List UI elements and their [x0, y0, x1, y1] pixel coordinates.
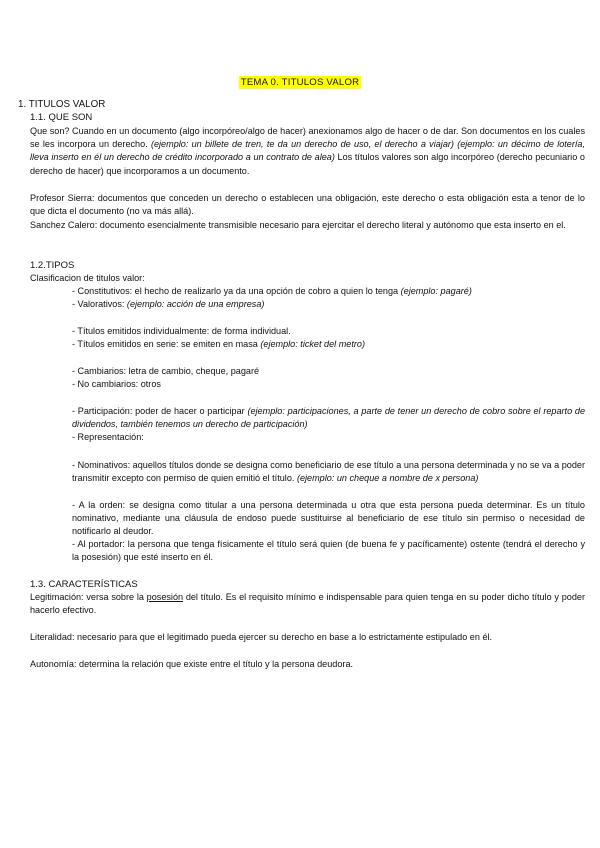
legitimacion-text: Legitimación: versa sobre la — [30, 592, 147, 602]
titulos-valores-definition: Los títulos valores son algo incorpóreo (derecho pecuniario o derecho de hacer) que incorporamos a un documento. — [30, 152, 585, 176]
posesion-underlined: posesión — [146, 592, 184, 602]
item-emitidos-individualmente: - Títulos emitidos individualmente: de forma individual. — [72, 326, 291, 336]
item-nominativos — [72, 459, 585, 485]
paragraph-sanchez-calero: Sanchez Calero: documento esencialmente transmisible necesario para ejercitar el derecho literal y autónomo que esta inserto en el. — [30, 220, 566, 230]
item-participacion — [72, 405, 585, 431]
constitutivos-text: - Constitutivos: el hecho de realizarlo ya da una opción de cobro a quien lo tenga — [72, 286, 401, 296]
paragraph-legitimacion — [30, 591, 585, 617]
valorativos-text: - Valorativos: — [72, 299, 127, 309]
subsection-heading-tipos: 1.2.TIPOS — [30, 260, 75, 271]
title-row — [0, 72, 600, 90]
item-representacion: - Representación: — [72, 432, 144, 442]
document-title: TEMA 0. TITULOS VALOR — [240, 77, 360, 88]
nominativos-text: - Nominativos: aquellos títulos donde se designa como beneficiario de ese título a una persona determinada y no se va a poder transmitir excepto con permiso de quien emitió el título. — [72, 460, 585, 484]
subsection-heading-caracteristicas: 1.3. CARACTERÍSTICAS — [30, 579, 138, 590]
clasificacion-intro: Clasificacion de titulos valor: — [30, 273, 145, 283]
example-billete-tren: (ejemplo: un billete de tren, te da un derecho de uso, el derecho a viajar) — [150, 139, 454, 150]
item-emitidos-serie — [72, 338, 365, 351]
item-no-cambiarios: - No cambiarios: otros — [72, 379, 161, 389]
paragraph-profesor-sierra: Profesor Sierra: documentos que conceden un derecho o establecen una obligación, este derecho o esta obligación esta a tenor de lo que dicta el documento (no va más allá). — [30, 193, 585, 217]
example-cheque-nombre: (ejemplo: un cheque a nombre de x persona) — [296, 473, 479, 484]
item-al-portador: - Al portador: la persona que tenga físicamente el título será quien (de buena fe y pacíficamente) ostente (tendrá el derecho y la posesión) que esté inserto en él. — [72, 539, 585, 563]
example-accion-empresa: (ejemplo: acción de una empresa) — [126, 299, 265, 309]
item-valorativos — [72, 298, 264, 311]
participacion-text: - Participación: poder de hacer o participar — [72, 406, 248, 416]
que-son-text: Que son? Cuando en un documento (algo incorpóreo/algo de hacer) anexionamos algo de hacer o de dar. Son documentos en los cuales se les incorpora un derecho. — [30, 126, 585, 150]
paragraph-autonomia: Autonomía: determina la relación que existe entre el título y la persona deudora. — [30, 659, 354, 669]
item-cambiarios: - Cambiarios: letra de cambio, cheque, pagaré — [72, 366, 260, 376]
paragraph-que-son — [30, 125, 585, 178]
item-constitutivos — [72, 285, 472, 298]
section-heading-titulos-valor: 1. TITULOS VALOR — [18, 99, 106, 110]
item-a-la-orden: - A la orden: se designa como titular a una persona determinada u otra que esta persona pueda determinar. Es un título nominativo, mediante una cláusula de endoso puede sustituirse al beneficiario de ese título sin permiso o necesidad de notificarlo al deudor. — [72, 500, 585, 537]
legitimacion-text-cont: del título. Es el requisito mínimo e indispensable para quien tenga en su poder dicho título y poder hacerlo efectivo. — [30, 592, 585, 616]
paragraph-literalidad: Literalidad: necesario para que el legitimado pueda ejercer su derecho en base a lo estrictamente estipulado en él. — [30, 632, 493, 642]
example-participaciones: (ejemplo: participaciones, a parte de tener un derecho de cobro sobre el reparto de dividendos, también tenemos un derecho de participación) — [72, 406, 586, 430]
subsection-heading-que-son: 1.1. QUE SON — [30, 112, 93, 123]
example-ticket-metro: (ejemplo: ticket del metro) — [260, 339, 365, 349]
serie-text: - Títulos emitidos en serie: se emiten en masa — [72, 339, 261, 349]
example-decimo-loteria: (ejemplo: un décimo de lotería, lleva inserto en él un derecho de crédito incorporado a un contrato de alea) — [30, 139, 585, 163]
example-pagare: (ejemplo: pagaré) — [400, 286, 472, 296]
